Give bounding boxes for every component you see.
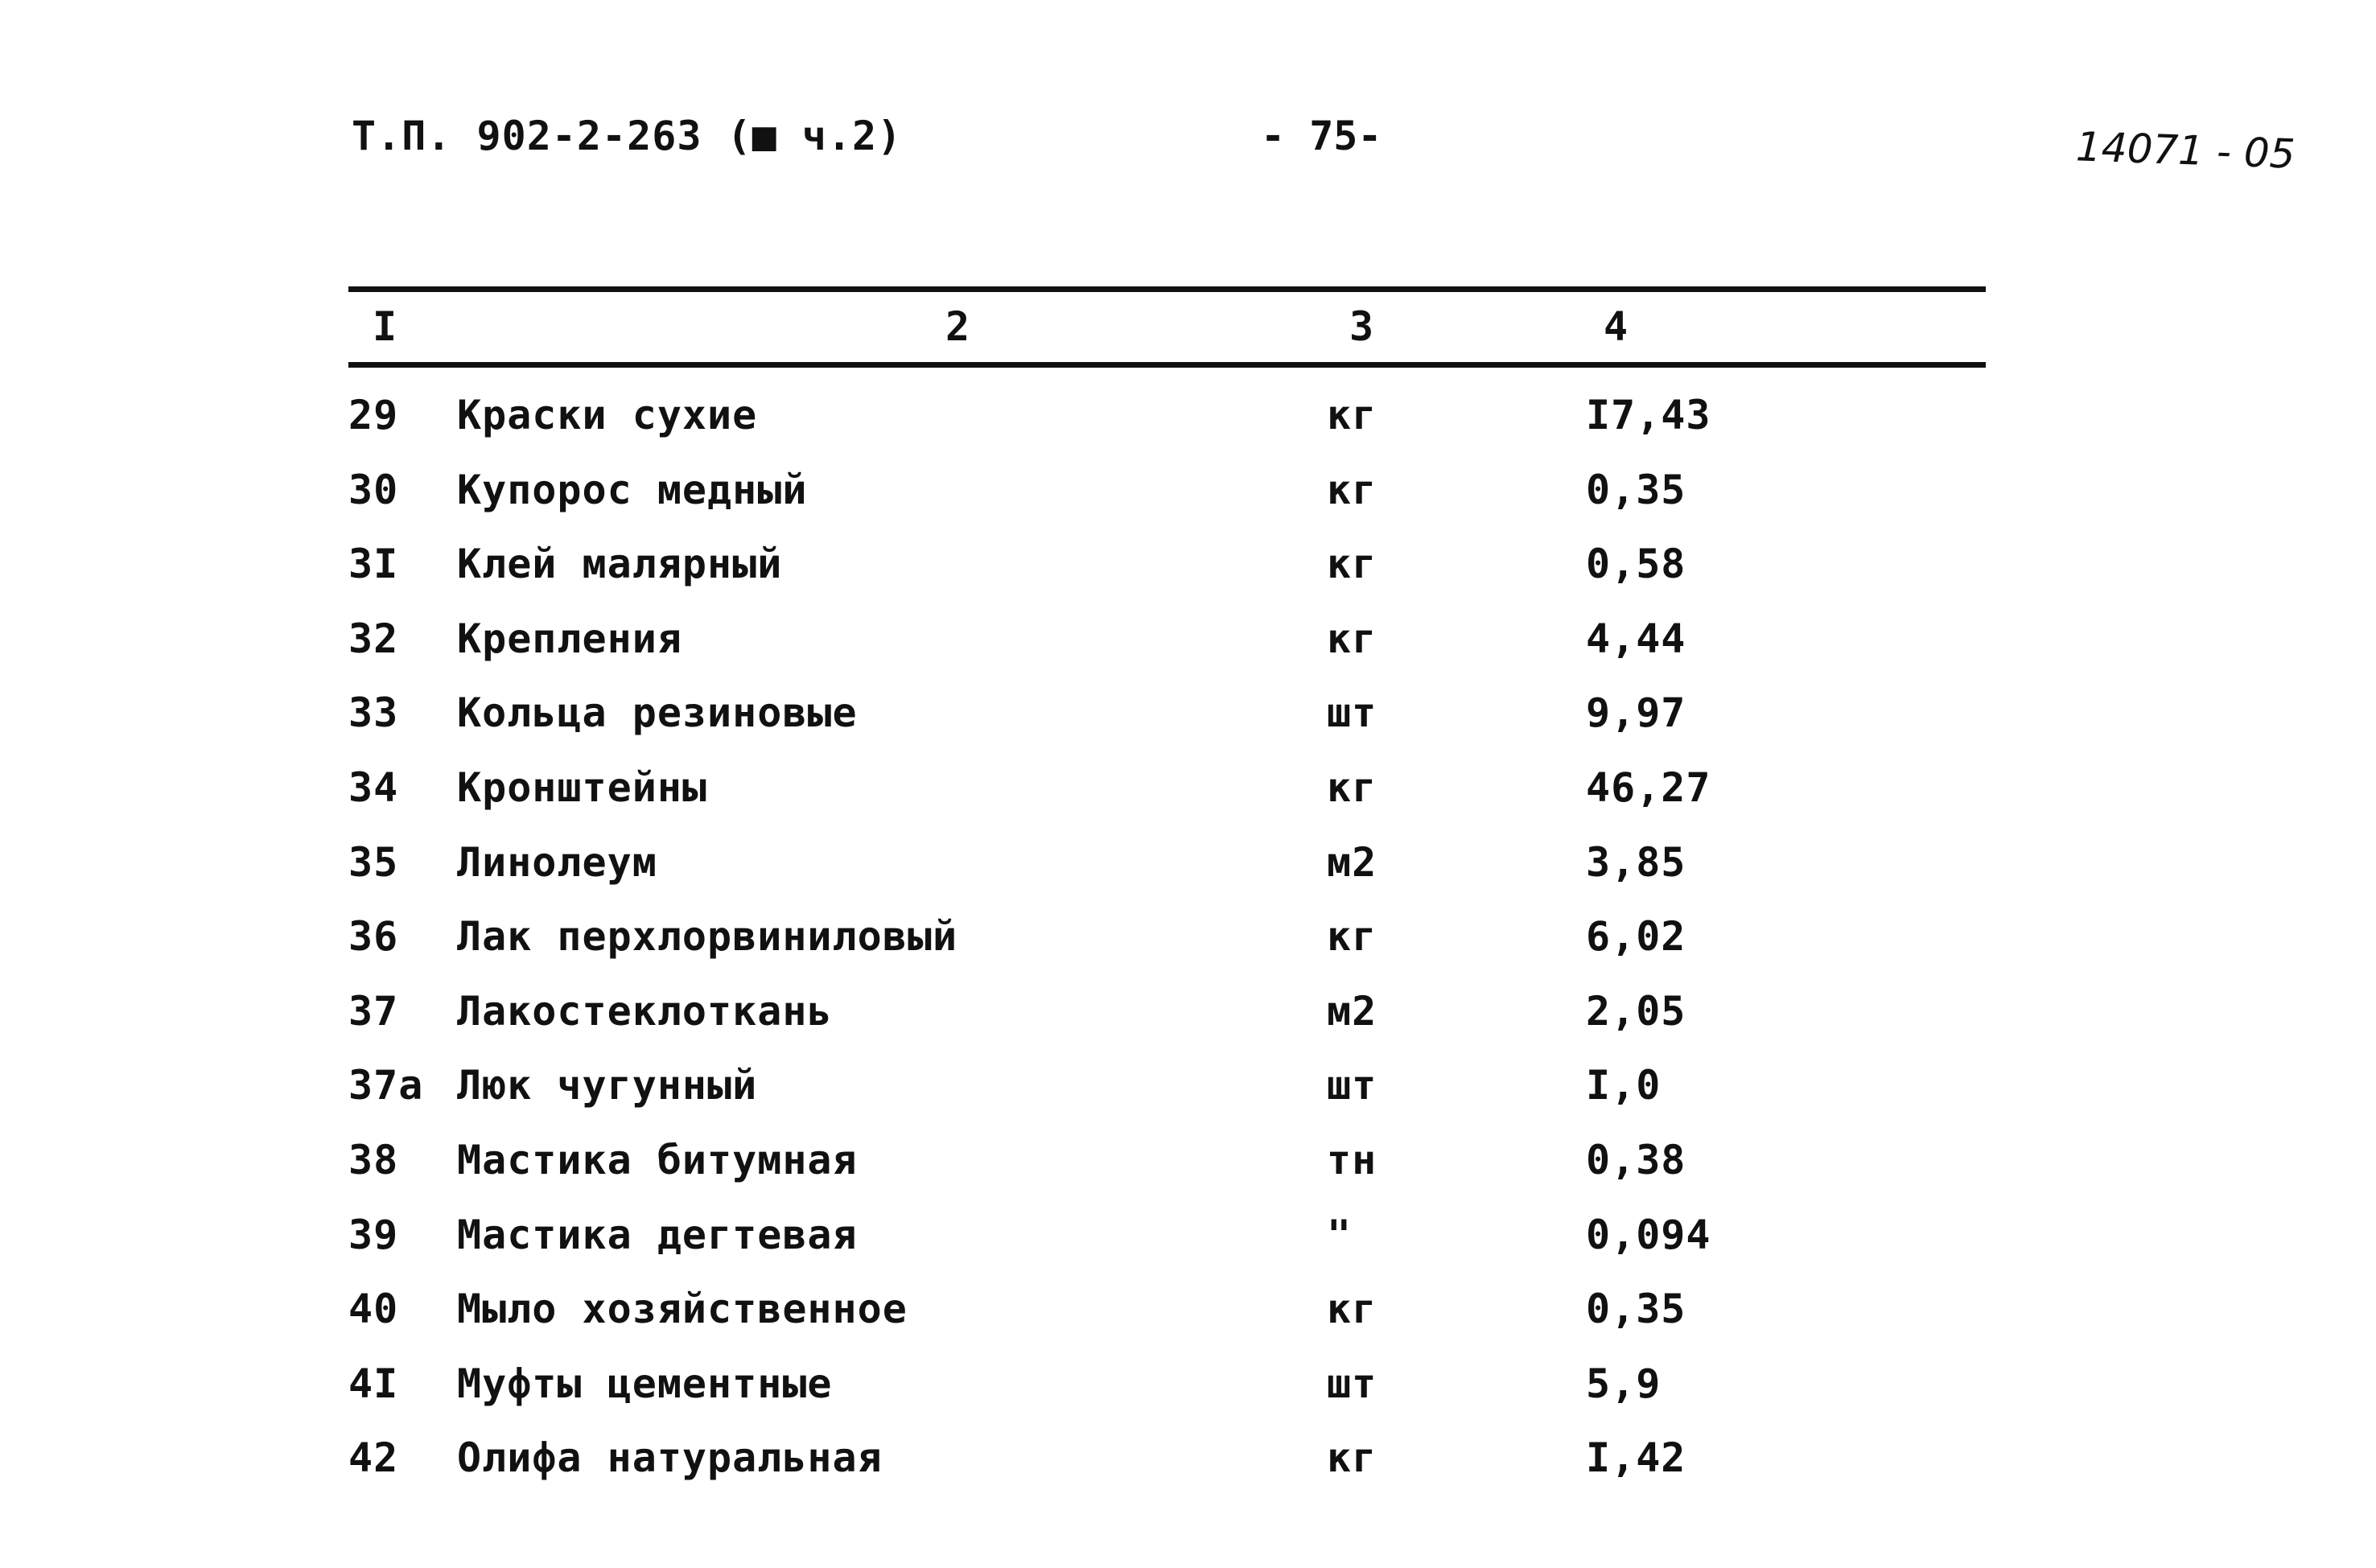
material-name: Клей малярный [457, 541, 783, 588]
unit: м2 [1327, 838, 1377, 886]
material-name: Олифа натуральная [457, 1434, 883, 1482]
quantity: 0,58 [1586, 541, 1686, 588]
material-name: Кольца резиновые [457, 689, 858, 737]
table-row [348, 913, 1986, 988]
table-row [348, 467, 1986, 541]
row-number: 39 [348, 1211, 399, 1258]
row-number: 3I [348, 541, 399, 588]
table-row [348, 392, 1986, 467]
quantity: 6,02 [1586, 913, 1686, 961]
quantity: 2,05 [1586, 987, 1686, 1035]
table-row [348, 1434, 1986, 1509]
row-number: 34 [348, 763, 399, 811]
unit: кг [1327, 763, 1377, 811]
material-name: Крепления [457, 615, 682, 662]
table-row [348, 1062, 1986, 1137]
table-top-rule [348, 286, 1986, 292]
material-name: Кронштейны [457, 763, 708, 811]
table-row [348, 1286, 1986, 1360]
row-number: 37 [348, 987, 399, 1035]
material-name: Мастика битумная [457, 1136, 858, 1183]
row-number: 30 [348, 466, 399, 513]
row-number: 36 [348, 913, 399, 961]
table-row [348, 1137, 1986, 1212]
quantity: 46,27 [1586, 763, 1711, 811]
table-row [348, 541, 1986, 615]
quantity: 0,38 [1586, 1136, 1686, 1183]
page-number: - 75- [1261, 113, 1382, 159]
unit: кг [1327, 615, 1377, 662]
column-header-1: I [373, 303, 397, 350]
table-row [348, 764, 1986, 839]
quantity: I7,43 [1586, 392, 1711, 438]
unit: кг [1327, 392, 1377, 438]
unit: кг [1327, 1434, 1377, 1482]
material-name: Мастика дегтевая [457, 1211, 858, 1258]
quantity: 4,44 [1586, 615, 1686, 662]
document-code: Т.П. 902-2-263 (■ ч.2) [352, 113, 903, 159]
table-row [348, 615, 1986, 690]
material-name: Краски сухие [457, 392, 758, 438]
unit: кг [1327, 541, 1377, 588]
quantity: 9,97 [1586, 689, 1686, 737]
row-number: 42 [348, 1434, 399, 1482]
table-header-row [348, 292, 1986, 362]
unit: м2 [1327, 987, 1377, 1035]
unit: шт [1327, 689, 1377, 737]
column-header-4: 4 [1604, 303, 1629, 350]
quantity: 0,094 [1586, 1211, 1711, 1258]
material-name: Люк чугунный [457, 1062, 758, 1109]
row-number: 40 [348, 1286, 399, 1333]
unit: шт [1327, 1062, 1377, 1109]
row-number: 4I [348, 1360, 399, 1407]
table-row [348, 988, 1986, 1063]
table-row [348, 1360, 1986, 1435]
unit: кг [1327, 466, 1377, 513]
material-name: Лак перхлорвиниловый [457, 913, 958, 961]
material-name: Лакостеклоткань [457, 987, 833, 1035]
row-number: 35 [348, 838, 399, 886]
quantity: I,42 [1586, 1434, 1686, 1482]
table-body [348, 392, 1986, 1509]
row-number: 37а [348, 1062, 424, 1109]
quantity: 0,35 [1586, 1286, 1686, 1333]
quantity: 0,35 [1586, 466, 1686, 513]
table-row [348, 1212, 1986, 1286]
row-number: 33 [348, 689, 399, 737]
table-row [348, 839, 1986, 914]
column-header-3: 3 [1349, 303, 1374, 350]
table-header-rule [348, 362, 1986, 368]
materials-table [348, 286, 1986, 1509]
unit: тн [1327, 1136, 1377, 1183]
column-header-2: 2 [945, 303, 970, 350]
unit: " [1327, 1211, 1353, 1258]
row-number: 38 [348, 1136, 399, 1183]
quantity: 3,85 [1586, 838, 1686, 886]
material-name: Купорос медный [457, 466, 808, 513]
table-row [348, 689, 1986, 764]
unit: кг [1327, 913, 1377, 961]
row-number: 32 [348, 615, 399, 662]
material-name: Муфты цементные [457, 1360, 833, 1407]
material-name: Мыло хозяйственное [457, 1286, 908, 1333]
archive-number: 14071 - 05 [2075, 123, 2296, 178]
unit: шт [1327, 1360, 1377, 1407]
unit: кг [1327, 1286, 1377, 1333]
material-name: Линолеум [457, 838, 657, 886]
quantity: 5,9 [1586, 1360, 1662, 1407]
quantity: I,0 [1586, 1062, 1662, 1109]
row-number: 29 [348, 392, 399, 438]
